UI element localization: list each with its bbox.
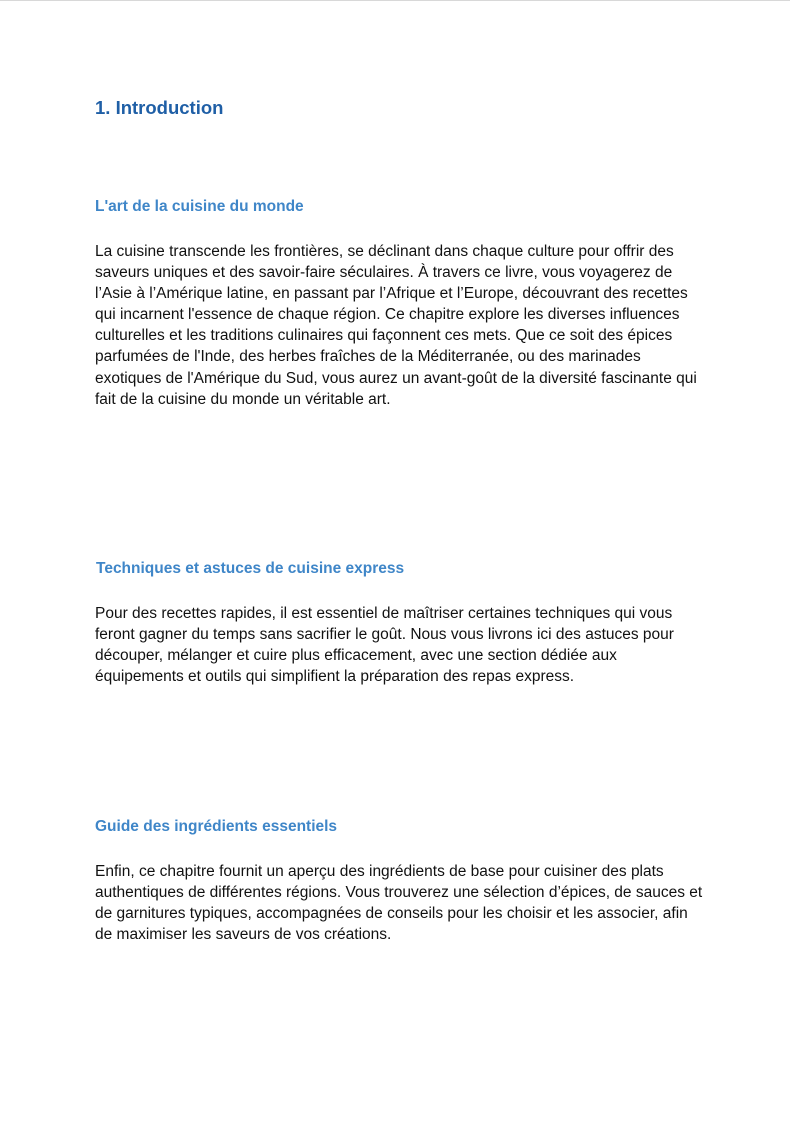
section-body-ingredients: Enfin, ce chapitre fournit un aperçu des ingrédients de base pour cuisiner des plats authentiques de différentes régions. Vous trouverez une sélection d’épices, de sauces et de garnitures typiques, accompagnées de conseils pour les choisir et les associer, afin de maximiser les saveurs de vos créations. [95,863,703,944]
chapter-title: 1. Introduction [95,97,224,118]
top-border [0,0,790,1]
section-heading-ingredients: Guide des ingrédients essentiels [95,818,338,835]
section-heading-techniques: Techniques et astuces de cuisine express [96,560,405,577]
section-body-art-cuisine: La cuisine transcende les frontières, se déclinant dans chaque culture pour offrir des saveurs uniques et des savoir-faire séculaires. À travers ce livre, vous voyagerez de l’Asie à l’Amérique latine, en passant par l’Afrique et l’Europe, découvrant des recettes qui incarnent l'essence de chaque région. Ce chapitre explore les diverses influences culturelles et les traditions culinaires qui façonnent ces mets. Que ce soit des épices parfumées de l'Inde, des herbes fraîches de la Méditerranée, ou des marinades exotiques de l'Amérique du Sud, vous aurez un avant-goût de la diversité fascinante qui fait de la cuisine du monde un véritable art. [95,243,697,408]
section-body-techniques: Pour des recettes rapides, il est essentiel de maîtriser certaines techniques qui vous feront gagner du temps sans sacrifier le goût. Nous vous livrons ici des astuces pour découper, mélanger et cuire plus efficacement, avec une section dédiée aux équipements et outils qui simplifient la préparation des repas express. [95,605,674,686]
section-heading-art-cuisine: L'art de la cuisine du monde [95,198,304,215]
